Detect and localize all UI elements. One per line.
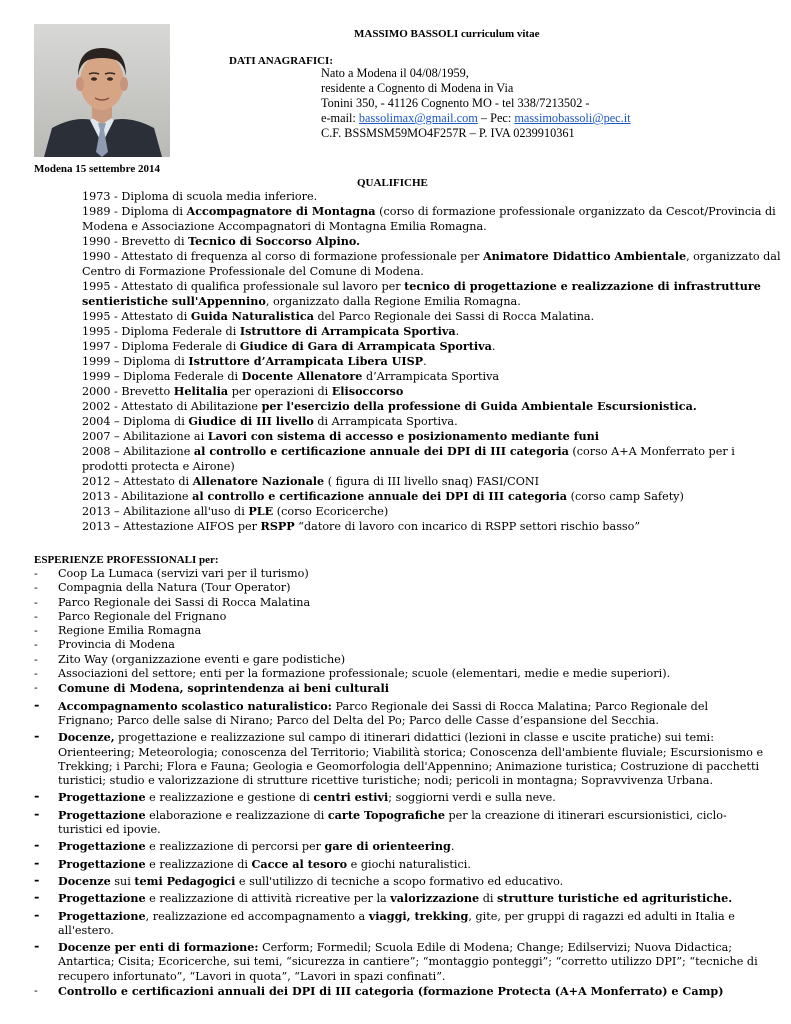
bold-text: Lavori con sistema di accesso e posizionamento mediante funi	[207, 429, 599, 443]
pec-prefix: – Pec:	[477, 111, 515, 125]
qualification-item	[82, 234, 782, 249]
bold-text: Progettazione	[58, 790, 146, 805]
text-run: 2008 – Abilitazione	[82, 445, 194, 458]
qualification-item	[82, 414, 782, 429]
bold-text: temi Pedagogici	[134, 873, 236, 888]
bold-text: gare di orienteering	[324, 839, 451, 854]
text-run: Compagnia della Natura (Tour Operator)	[58, 581, 291, 595]
bold-text: carte Topografiche	[327, 807, 445, 822]
list-dash-icon: -	[34, 681, 38, 695]
experience-item	[34, 638, 764, 652]
qualification-item	[82, 249, 782, 279]
email-prefix: e-mail:	[321, 111, 359, 125]
list-dash-icon: -	[34, 806, 40, 822]
residence-line: residente a Cognento di Modena in Via	[321, 81, 514, 95]
email-line	[321, 111, 631, 126]
bold-text: Docenze	[58, 873, 111, 888]
bold-text: valorizzazione	[390, 891, 480, 906]
bold-text: Guida Naturalistica	[190, 309, 314, 323]
experience-item	[34, 567, 764, 581]
bold-text: centri estivi	[313, 790, 389, 805]
list-dash-icon: -	[34, 624, 38, 638]
bold-text: Docente Allenatore	[241, 369, 363, 383]
text-run: di	[479, 892, 497, 906]
text-run: 1999 – Diploma Federale di	[82, 370, 242, 383]
qualification-item	[82, 519, 782, 534]
list-dash-icon: -	[34, 667, 38, 681]
qualification-item	[82, 354, 782, 369]
qualifications-list	[82, 189, 782, 534]
bold-text: RSPP	[260, 519, 295, 533]
experience-item	[34, 808, 764, 838]
text-run: (corso Ecoricerche)	[273, 505, 389, 518]
list-dash-icon: -	[34, 581, 38, 595]
bold-text: Progettazione	[58, 891, 146, 906]
qualification-item	[82, 204, 782, 234]
bold-text: Docenze,	[58, 730, 115, 745]
qualification-item	[82, 384, 782, 399]
experience-item	[34, 681, 764, 696]
list-dash-icon: -	[34, 789, 40, 805]
text-run: di Arrampicata Sportiva.	[313, 415, 458, 428]
text-run: .	[491, 340, 496, 353]
text-run: per la creazione di itinerari escursionistici, ciclo-turistici ed ipovie.	[58, 808, 727, 837]
text-run: , organizzato dal Centro di Formazione Professionale del Comune di Modena.	[82, 250, 781, 278]
text-run: per operazioni di	[228, 385, 332, 398]
list-dash-icon: -	[34, 907, 40, 923]
text-run: 2002 - Attestato di Abilitazione	[82, 400, 262, 413]
list-dash-icon: -	[34, 838, 40, 854]
experience-item	[34, 909, 764, 939]
text-run: 2013 – Attestazione AIFOS per	[82, 520, 261, 533]
experience-item	[34, 581, 764, 595]
section-title-esperienze: ESPERIENZE PROFESSIONALI per:	[34, 554, 219, 566]
experience-item	[34, 891, 764, 906]
qualification-item	[82, 504, 782, 519]
text-run: 1989 - Diploma di	[82, 205, 187, 218]
text-run: 1995 - Attestato di qualifica professionale sul lavoro per	[82, 280, 405, 293]
experience-item	[34, 730, 764, 788]
list-dash-icon: -	[34, 939, 40, 955]
address-phone-line: Tonini 350, - 41126 Cognento MO - tel 338/7213502 -	[321, 96, 590, 110]
text-run: Cerform; Formedil; Scuola Edile di Modena; Change; Edilservizi; Nuova Didactica; Antartica; Cisita; Ecoricerche, sui temi, “sicurezza in cantiere”; “montaggio ponteggi”; “corretto utilizzo DPI”; “tecniche di recupero infortunato”, “Lavori in quota”, “Lavori in spazi confinati”.	[58, 941, 758, 983]
bold-text: strutture turistiche ed agrituristiche.	[497, 891, 733, 906]
bold-text: Progettazione	[58, 856, 146, 871]
bold-text: Istruttore d’Arrampicata Libera UISP	[188, 354, 424, 368]
qualification-item	[82, 474, 782, 489]
page-title: MASSIMO BASSOLI curriculum vitae	[354, 28, 540, 40]
bold-text: Helitalia	[173, 384, 229, 398]
bold-text: tecnico di progettazione e realizzazione di infrastrutture sentieristiche sull'Appennino	[82, 279, 761, 308]
qualification-item	[82, 324, 782, 339]
list-dash-icon: -	[34, 567, 38, 580]
bold-text: Progettazione	[58, 908, 146, 923]
qualification-item	[82, 309, 782, 324]
list-dash-icon: -	[34, 638, 38, 652]
text-run: (corso A+A Monferrato per i prodotti protecta e Airone)	[82, 445, 735, 473]
text-run: , organizzato dalla Regione Emilia Romagna.	[265, 295, 521, 308]
text-run: e sull'utilizzo di tecniche a scopo formativo ed educativo.	[235, 874, 564, 888]
bold-text: Tecnico di Soccorso Alpino.	[188, 234, 361, 248]
pec-link[interactable]: massimobassoli@pec.it	[514, 111, 631, 125]
text-run: Zito Way (organizzazione eventi e gare podistiche)	[58, 652, 346, 666]
experience-item	[34, 790, 764, 805]
text-run: ; soggiorni verdi e sulla neve.	[388, 791, 556, 805]
qualification-item	[82, 444, 782, 474]
bold-text: Progettazione	[58, 807, 146, 822]
qualification-item	[82, 279, 782, 309]
text-run: e giochi naturalistici.	[347, 857, 471, 871]
qualification-item	[82, 189, 782, 204]
text-run: , realizzazione ed accompagnamento a	[145, 909, 369, 923]
text-run: .	[450, 840, 455, 854]
list-dash-icon: -	[34, 609, 38, 623]
text-run: “datore di lavoro con incarico di RSPP settori rischio basso”	[294, 520, 641, 533]
email-link[interactable]: bassolimax@gmail.com	[358, 111, 478, 125]
bold-text: Elisoccorso	[331, 384, 404, 398]
experience-item	[34, 667, 764, 681]
text-run: 2000 - Brevetto	[82, 385, 174, 398]
list-dash-icon: -	[34, 729, 40, 745]
bold-text: Controllo e certificazioni annuali dei DPI di III categoria (formazione Protecta (A+A Monferrato) e Camp)	[58, 984, 724, 999]
text-run: Parco Regionale dei Sassi di Rocca Malatina	[58, 595, 311, 609]
bold-text: Giudice di Gara di Arrampicata Sportiva	[239, 339, 492, 353]
experience-item	[34, 874, 764, 889]
text-run: .	[423, 355, 427, 368]
bold-text: Allenatore Nazionale	[192, 474, 325, 488]
text-run: 1997 - Diploma Federale di	[82, 340, 240, 353]
text-run: 1995 - Attestato di	[82, 310, 191, 323]
bold-text: Progettazione	[58, 839, 146, 854]
experience-item	[34, 857, 764, 872]
experience-item	[34, 699, 764, 729]
bold-text: Animatore Didattico Ambientale	[482, 249, 687, 263]
text-run: 2013 - Abilitazione	[82, 490, 193, 503]
bold-text: Giudice di III livello	[188, 414, 314, 428]
bold-text: viaggi, trekking	[368, 908, 469, 923]
experience-item	[34, 940, 764, 984]
bold-text: Accompagnatore di Montagna	[186, 204, 376, 218]
text-run: d’Arrampicata Sportiva	[362, 370, 500, 383]
text-run: (corso camp Safety)	[567, 490, 684, 503]
list-dash-icon: -	[34, 855, 40, 871]
list-dash-icon: -	[34, 652, 38, 666]
text-run: e realizzazione e gestione di	[145, 791, 314, 805]
text-run: ( figura di III livello snaq) FASI/CONI	[324, 475, 540, 488]
profile-photo	[34, 24, 170, 157]
experience-item	[34, 610, 764, 624]
text-run: 1999 – Diploma di	[82, 355, 189, 368]
text-run: 1995 - Diploma Federale di	[82, 325, 240, 338]
text-run: progettazione e realizzazione sul campo di itinerari didattici (lezioni in classe e uscite pratiche) sui temi: Orienteering; Meteorologia; conoscenza del Territorio; Viabilità storica; Conoscenza dell'ambiente fluviale; Escursionismo e Trekking; i Parchi; Flora e Fauna; Geologia e Geomorfologia dell'Appennino; Animazione turistica; Costruzione di pacchetti turistici; studio e valorizzazione di strutture ricettive turistiche; nodi; pericoli in montagna; Sopravvivenza Urbana.	[58, 731, 764, 788]
text-run: 2004 – Diploma di	[82, 415, 189, 428]
text-run: 2013 – Abilitazione all'uso di	[82, 505, 249, 518]
text-run: Parco Regionale del Frignano	[58, 609, 227, 623]
portrait-image	[34, 24, 170, 157]
text-run: Parco Regionale dei Sassi di Rocca Malatina; Parco Regionale del Frignano; Parco delle salse di Nirano; Parco del Delta del Po; Parco delle Casse d’espansione del Secchia.	[58, 699, 709, 727]
bold-text: Cacce al tesoro	[251, 856, 348, 871]
qualification-item	[82, 399, 782, 414]
birth-line: Nato a Modena il 04/08/1959,	[321, 66, 469, 80]
qualification-item	[82, 369, 782, 384]
text-run: e realizzazione di percorsi per	[145, 840, 325, 854]
experience-item	[34, 984, 764, 999]
text-run: 1990 - Brevetto di	[82, 235, 189, 248]
section-title-qualifiche: QUALIFICHE	[357, 177, 428, 189]
text-run: 1990 - Attestato di frequenza al corso di formazione professionale per	[82, 250, 483, 263]
bold-text: Istruttore di Arrampicata Sportiva	[239, 324, 456, 338]
list-dash-icon: -	[34, 890, 40, 906]
text-run: 2012 – Attestato di	[82, 475, 193, 488]
text-run: , gite, per gruppi di ragazzi ed adulti in Italia e all'estero.	[58, 909, 735, 937]
list-dash-icon: -	[34, 595, 38, 609]
section-title-dati-anagrafici: DATI ANAGRAFICI:	[229, 55, 333, 67]
qualification-item	[82, 429, 782, 444]
personal-details	[321, 66, 631, 141]
text-run: Provincia di Modena	[58, 638, 175, 652]
text-run: sui	[110, 874, 135, 888]
experiences-list	[34, 567, 764, 999]
bold-text: al controllo e certificazione annuale dei DPI di III categoria	[192, 489, 568, 503]
experience-item	[34, 839, 764, 854]
bold-text: Accompagnamento scolastico naturalistico:	[58, 698, 332, 713]
tax-code-line: C.F. BSSMSM59MO4F257R – P. IVA 0239910361	[321, 126, 575, 140]
bold-text: al controllo e certificazione annuale dei DPI di III categoria	[193, 444, 569, 458]
text-run: Regione Emilia Romagna	[58, 624, 202, 638]
text-run: Associazioni del settore; enti per la formazione professionale; scuole (elementari, medie e medie superiori).	[58, 667, 671, 681]
text-run: elaborazione e realizzazione di	[145, 808, 328, 822]
list-dash-icon: -	[34, 872, 40, 888]
text-run: Coop La Lumaca (servizi vari per il turismo)	[58, 567, 309, 580]
text-run: (corso di formazione professionale organizzato da Cescot/Provincia di Modena e Associazione Accompagnatori di Montagna Emilia Romagna.	[82, 205, 776, 233]
document-date: Modena 15 settembre 2014	[34, 163, 160, 175]
text-run: e realizzazione di	[145, 857, 252, 871]
list-dash-icon: -	[34, 984, 38, 998]
text-run: 1973 - Diploma di scuola media inferiore.	[82, 190, 318, 203]
experience-item	[34, 624, 764, 638]
qualification-item	[82, 489, 782, 504]
bold-text: Comune di Modena, soprintendenza ai beni culturali	[58, 681, 390, 696]
bold-text: per l'esercizio della professione di Guida Ambientale Escursionistica.	[261, 399, 697, 413]
bold-text: Docenze per enti di formazione:	[58, 940, 259, 955]
text-run: del Parco Regionale dei Sassi di Rocca Malatina.	[313, 310, 595, 323]
text-run: e realizzazione di attività ricreative per la	[145, 892, 391, 906]
text-run: 2007 – Abilitazione ai	[82, 430, 208, 443]
qualification-item	[82, 339, 782, 354]
bold-text: PLE	[248, 504, 274, 518]
experience-item	[34, 653, 764, 667]
text-run: .	[455, 325, 460, 338]
experience-item	[34, 596, 764, 610]
list-dash-icon: -	[34, 697, 40, 713]
